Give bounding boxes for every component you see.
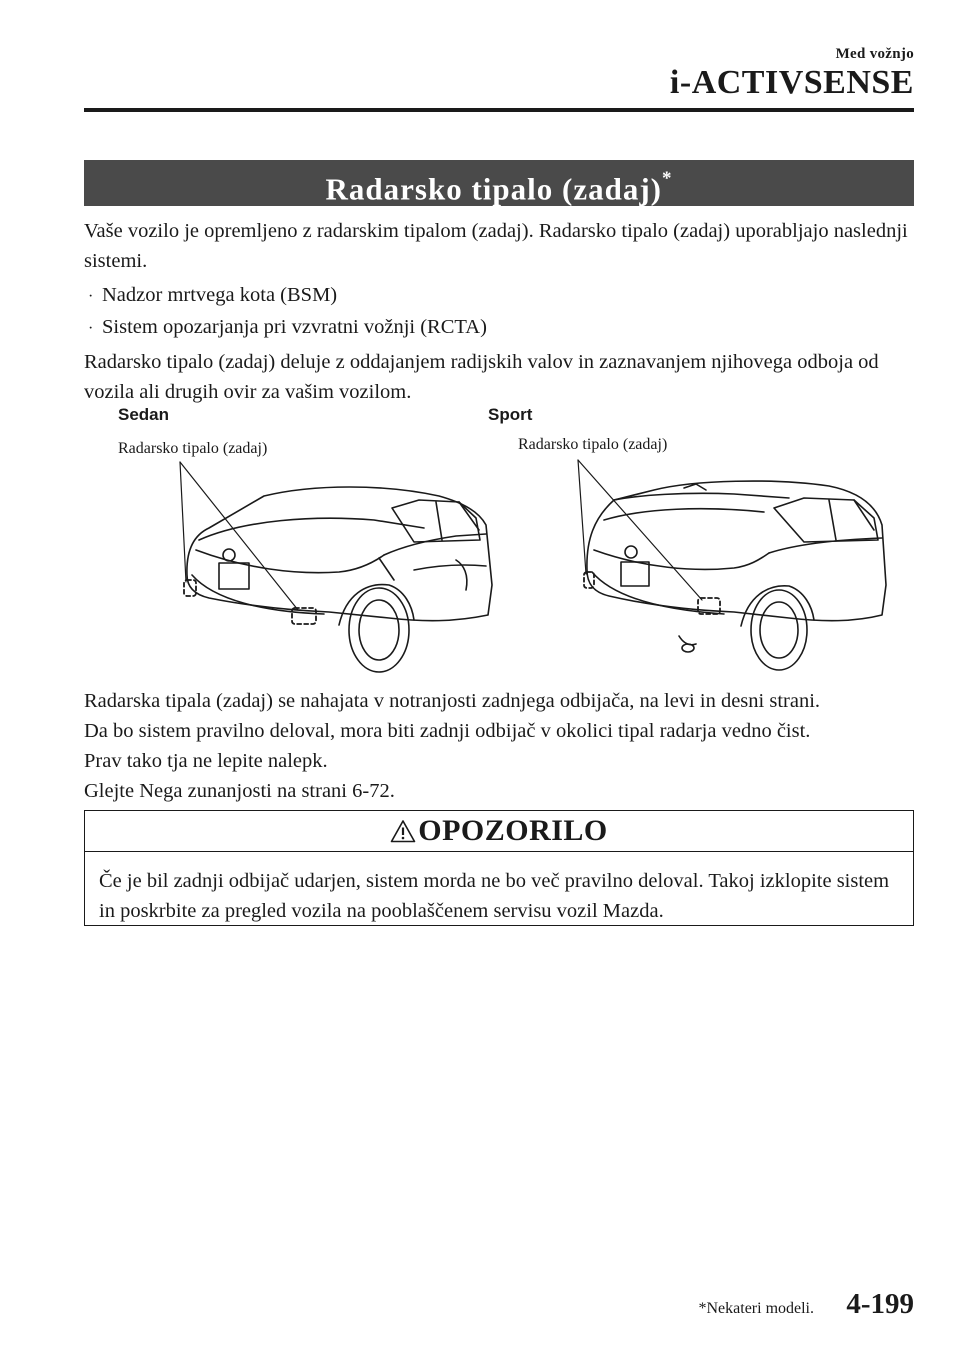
section-title	[84, 160, 914, 206]
list-item-text: Nadzor mrtvega kota (BSM)	[102, 284, 338, 306]
list-item	[88, 312, 888, 344]
car-illustrations	[84, 400, 914, 675]
bullet-icon: ·	[88, 288, 94, 305]
header-divider	[84, 108, 914, 112]
warning-text: Če je bil zadnji odbijač udarjen, sistem morda ne bo več pravilno deloval. Takoj izklopite sistem in poskrbite za pregled vozila na pooblaščenem servisu vozil Mazda.	[99, 870, 890, 922]
sedan-sensor-marks	[184, 580, 316, 624]
list-item-text: Sistem opozarjanja pri vzvratni vožnji (RCTA)	[102, 316, 487, 338]
section-title-asterisk: *	[661, 168, 673, 189]
footnote: *Nekateri modeli.	[698, 1300, 814, 1317]
chapter-title: i-ACTIVSENSE	[669, 64, 914, 101]
sensor-location-figure	[84, 400, 914, 675]
page-number: 4-199	[846, 1288, 914, 1320]
page-reference-line: Glejte Nega zunanjosti na strani 6-72.	[84, 780, 395, 802]
sedan-sensor-callout: Radarsko tipalo (zadaj)	[118, 440, 268, 457]
sport-label: Sport	[488, 405, 533, 424]
sedan-label: Sedan	[118, 405, 170, 424]
operation-paragraph: Radarsko tipalo (zadaj) deluje z oddajanjem radijskih valov in zaznavanjem njihovega odboja od vozila ali drugih ovir za vašim vozilom.	[84, 351, 879, 403]
location-line: Prav tako tja ne lepite nalepk.	[84, 750, 328, 772]
sport-callout-lines	[578, 460, 702, 600]
list-item	[88, 280, 888, 312]
warning-header	[85, 811, 913, 852]
sport-sensor-callout: Radarsko tipalo (zadaj)	[518, 436, 668, 453]
section-title-text: Radarsko tipalo (zadaj)	[325, 171, 662, 207]
bullet-icon: ·	[88, 320, 94, 337]
warning-title: OPOZORILO	[418, 814, 608, 847]
location-line: Radarska tipala (zadaj) se nahajata v notranjosti zadnjega odbijača, na levi in desni strani.	[84, 690, 821, 712]
sport-sensor-marks	[584, 572, 720, 614]
warning-box	[84, 810, 914, 926]
intro-paragraph: Vaše vozilo je opremljeno z radarskim tipalom (zadaj). Radarsko tipalo (zadaj) uporabljajo naslednji sistemi.	[84, 220, 908, 272]
location-line: Da bo sistem pravilno deloval, mora biti zadnji odbijač v okolici tipal radarja vedno čist.	[84, 720, 811, 742]
sedan-car-drawing	[187, 487, 492, 672]
location-paragraph	[84, 686, 914, 806]
chapter-subtitle: Med vožnjo	[835, 46, 914, 62]
systems-list	[88, 280, 888, 344]
sport-car-drawing	[587, 481, 886, 670]
warning-triangle-icon	[390, 819, 416, 843]
